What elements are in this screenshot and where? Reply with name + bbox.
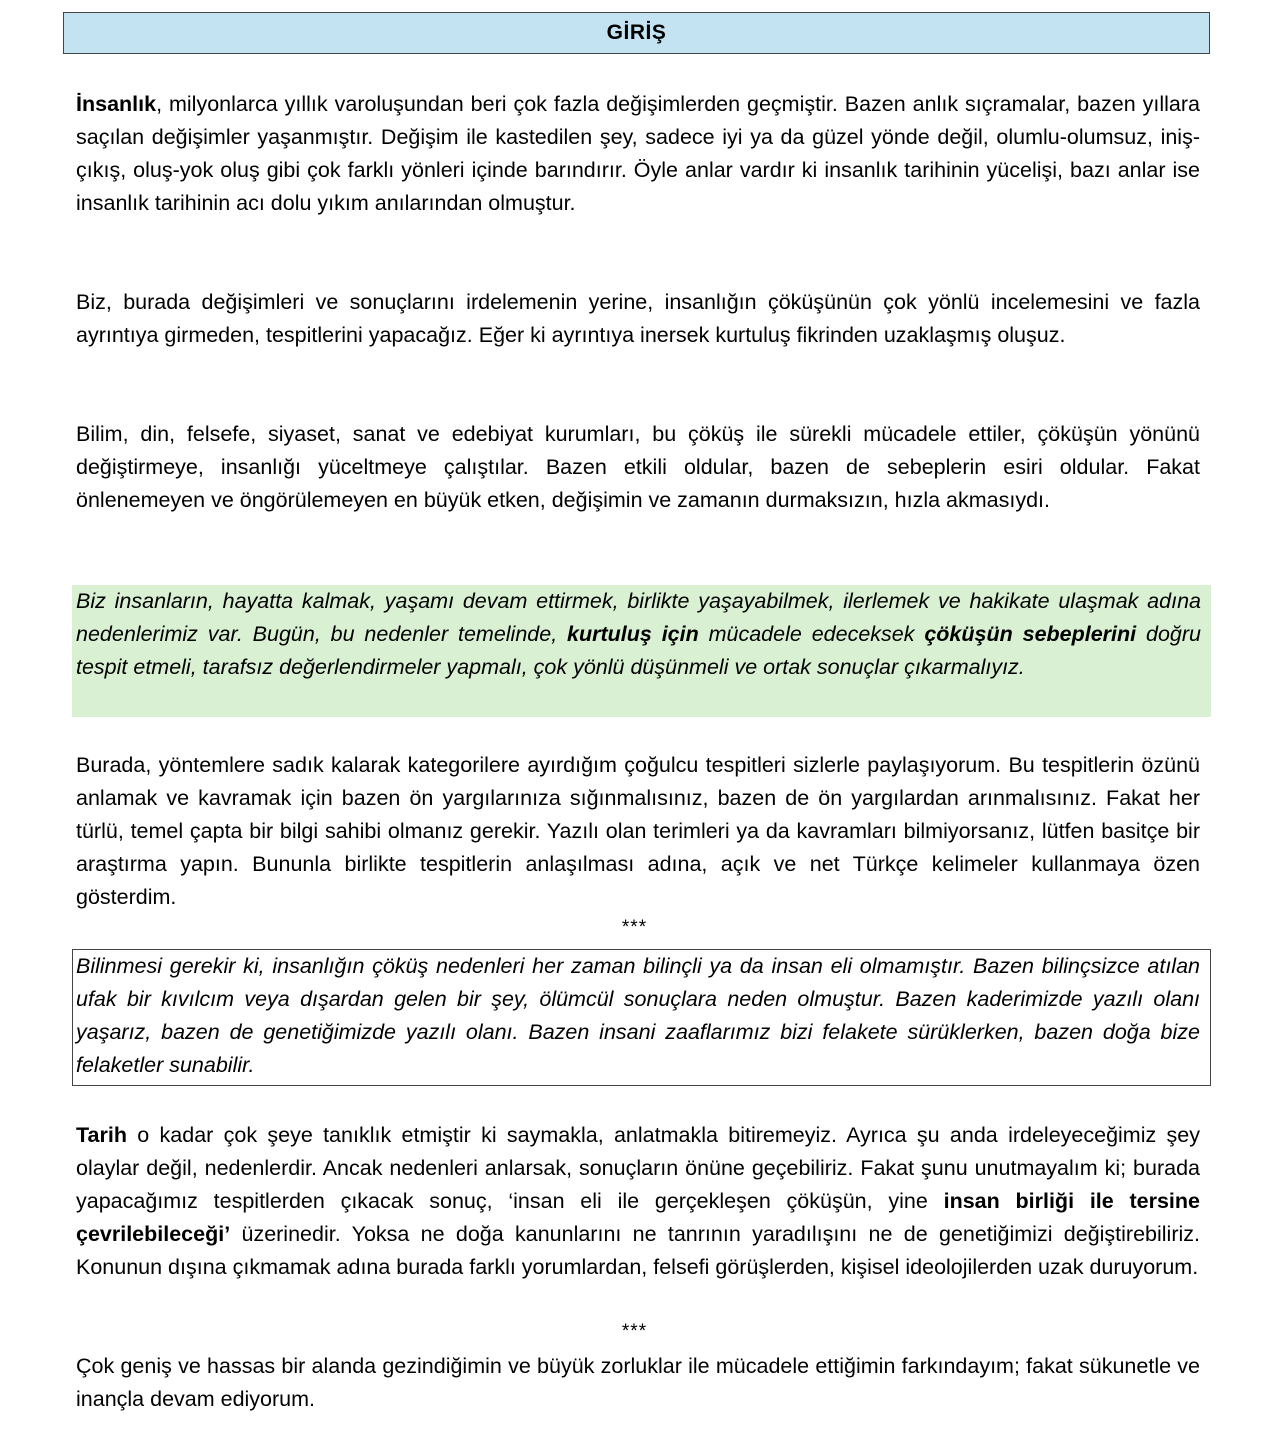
framed-box xyxy=(72,949,1211,1086)
section-title: GİRİŞ xyxy=(63,12,1210,54)
highlight-bold-1: kurtuluş için xyxy=(567,622,699,646)
highlight-text-1: Biz insanların, hayatta kalmak, yaşamı devam ettirmek, birlikte yaşayabilmek, ilerlemek ve hakikate ulaşmak adına nedenlerimiz var. Bugün, bu nedenler temelinde, xyxy=(76,589,1201,646)
highlight-bold-2: çöküşün sebeplerini xyxy=(924,622,1137,646)
separator-stars: *** xyxy=(621,917,648,938)
highlight-text-2: mücadele edeceksek xyxy=(698,622,925,646)
paragraph-bold-phrase: insan birliği ile tersine çevrilebileceği’ xyxy=(76,1189,1200,1246)
paragraph-biz-burada: Biz, burada değişimleri ve sonuçlarını irdelemenin yerine, insanlığın çöküşünün çok yönlü incelemesini ve fazla ayrıntıya girmeden, tespitlerini yapacağız. Eğer ki ayrıntıya inersek kurtuluş fikrinden uzaklaşmış oluşuz. xyxy=(76,290,1200,347)
paragraph-text-1: o kadar çok şeye tanıklık etmiştir ki saymakla, anlatmakla bitiremeyiz. Ayrıca şu anda irdeleyeceğimiz şey olaylar değil, nedenlerdir. Ancak nedenleri anlarsak, sonuçların önüne geçebiliriz. Fakat şunu unutmayalım ki; burada yapacağımız tespitlerden çıkacak sonuç, ‘insan eli ile gerçekleşen çöküşün, yine xyxy=(76,1123,1200,1213)
paragraph-burada: Burada, yöntemlere sadık kalarak kategorilere ayırdığım çoğulcu tespitleri sizlerle paylaşıyorum. Bu tespitlerin özünü anlamak ve kavramak için bazen ön yargılarınıza sığınmalısınız, bazen de ön yargılardan arınmalısınız. Fakat her türlü, temel çapta bir bilgi sahibi olmanız gerekir. Yazılı olan terimleri ya da kavramları bilmiyorsanız, lütfen basitçe bir araştırma yapın. Bununla birlikte tespitlerin anlaşılması adına, açık ve net Türkçe kelimeler kullanmaya özen gösterdim. xyxy=(76,753,1200,909)
paragraph-text-2: üzerinedir. Yoksa ne doğa kanunlarını ne tanrının yaradılışını ne de genetiğimizi değiştirebiliriz. Konunun dışına çıkmamak adına burada farklı yorumlardan, felsefi görüşlerden, kişisel ideolojilerden uzak duruyorum. xyxy=(76,1222,1200,1279)
highlight-paragraph xyxy=(76,585,1201,684)
paragraph-text: , milyonlarca yıllık varoluşundan beri çok fazla değişimlerden geçmiştir. Bazen anlık sıçramalar, bazen yıllara saçılan değişimler yaşanmıştır. Değişim ile kastedilen şey, sadece iyi ya da güzel yönde değil, olumlu-olumsuz, iniş-çıkış, oluş-yok oluş gibi çok farklı yönleri içinde barındırır. Öyle anlar vardır ki insanlık tarihinin yücelişi, bazı anlar ise insanlık tarihinin acı dolu yıkım anılarından olmuştur. xyxy=(76,92,1200,215)
paragraph-cok-genis: Çok geniş ve hassas bir alanda gezindiğimin ve büyük zorluklar ile mücadele ettiğimin farkındayım; fakat sükunetle ve inançla devam ediyorum. xyxy=(76,1354,1200,1411)
highlight-text-3: doğru tespit etmeli, tarafsız değerlendirmeler yapmalı, çok yönlü düşünmeli ve ortak sonuçlar çıkarmalıyız. xyxy=(76,622,1201,679)
paragraph-bilim-din: Bilim, din, felsefe, siyaset, sanat ve edebiyat kurumları, bu çöküş ile sürekli mücadele ettiler, çöküşün yönünü değiştirmeye, insanlığı yüceltmeye çalıştılar. Bazen etkili oldular, bazen de sebeplerin esiri oldular. Fakat önlenemeyen ve öngörülemeyen en büyük etken, değişimin ve zamanın durmaksızın, hızla akmasıydı. xyxy=(76,422,1200,512)
paragraph-tarih xyxy=(76,1119,1200,1284)
separator-stars: *** xyxy=(621,1321,648,1342)
paragraph-lead-word: Tarih xyxy=(76,1123,127,1147)
framed-paragraph: Bilinmesi gerekir ki, insanlığın çöküş nedenleri her zaman bilinçli ya da insan eli olmamıştır. Bazen bilinçsizce atılan ufak bir kıvılcım veya dışardan gelen bir şey, ölümcül sonuçlara neden olmuştur. Bazen kaderimizde yazılı olanı yaşarız, bazen de genetiğimizde yazılı olanı. Bazen insani zaaflarımız bizi felakete sürüklerken, bazen doğa bize felaketler sunabilir. xyxy=(76,954,1200,1077)
paragraph-lead-word: İnsanlık xyxy=(76,92,157,116)
paragraph-insanlik xyxy=(76,88,1200,220)
highlight-box xyxy=(72,585,1211,717)
